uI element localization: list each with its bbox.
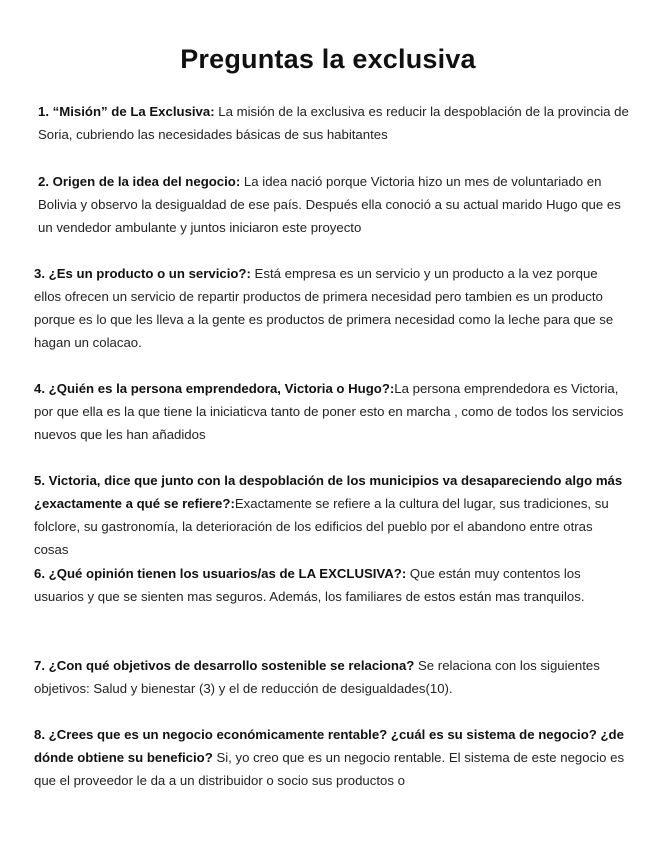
question-1: 1. “Misión” de La Exclusiva: [38,104,215,119]
question-block-7 [34,654,626,700]
question-7: 7. ¿Con qué objetivos de desarrollo sostenible se relaciona? [34,658,415,673]
question-8: 8. ¿Crees que es un negocio económicamente rentable? ¿cuál es su sistema de negocio? ¿de dónde obtiene su beneficio? [34,727,624,765]
question-6: 6. ¿Qué opinión tienen los usuarios/as de LA EXCLUSIVA?: [34,566,407,581]
answer-7: Se relaciona con los siguientes objetivos: Salud y bienestar (3) y el de reducción de desigualdades(10). [34,658,600,696]
answer-1: La misión de la exclusiva es reducir la despoblación de la provincia de Soria, cubriendo las necesidades básicas de sus habitantes [38,104,629,142]
question-block-5 [34,469,626,561]
answer-3: Está empresa es un servicio y un producto a la vez porque ellos ofrecen un servicio de repartir productos de primera necesidad pero tambien es un producto porque es lo que les lleva a la gente es productos de primera necesidad como la leche para que se hagan un colacao. [34,266,614,350]
question-block-8 [34,723,626,792]
answer-2: La idea nació porque Victoria hizo un mes de voluntariado en Bolivia y observo la desigualdad de ese país. Después ella conoció a su actual marido Hugo que es un vendedor ambulante y juntos iniciaron este proyecto [38,174,621,235]
question-5: 5. Victoria, dice que junto con la despoblación de los municipios va desapareciendo algo más ¿exactamente a qué se refiere?: [34,473,623,511]
answer-6: Que están muy contentos los usuarios y que se sienten mas seguros. Además, los familiares de estos están mas tranquilos. [34,566,585,604]
question-block-6 [34,562,626,608]
answer-5: Exactamente se refiere a la cultura del lugar, sus tradiciones, su folclore, su gastronomía, la deterioración de los edificios del pueblo por el abandono entre otras cosas [34,496,609,557]
document-title: Preguntas la exclusiva [180,44,476,74]
question-block-2 [34,170,630,239]
question-block-3 [34,262,626,354]
question-4: 4. ¿Quién es la persona emprendedora, Victoria o Hugo?: [34,381,395,396]
question-block-1 [34,100,630,146]
question-block-4 [34,377,626,446]
answer-8: Si, yo creo que es un negocio rentable. El sistema de este negocio es que el proveedor le da a un distribuidor o socio sus productos o [34,750,625,788]
question-3: 3. ¿Es un producto o un servicio?: [34,266,251,281]
question-2: 2. Origen de la idea del negocio: [38,174,241,189]
answer-4: La persona emprendedora es Victoria, por que ella es la que tiene la iniciaticva tanto de poner esto en marcha , como de todos los servicios nuevos que les han añadidos [34,381,624,442]
